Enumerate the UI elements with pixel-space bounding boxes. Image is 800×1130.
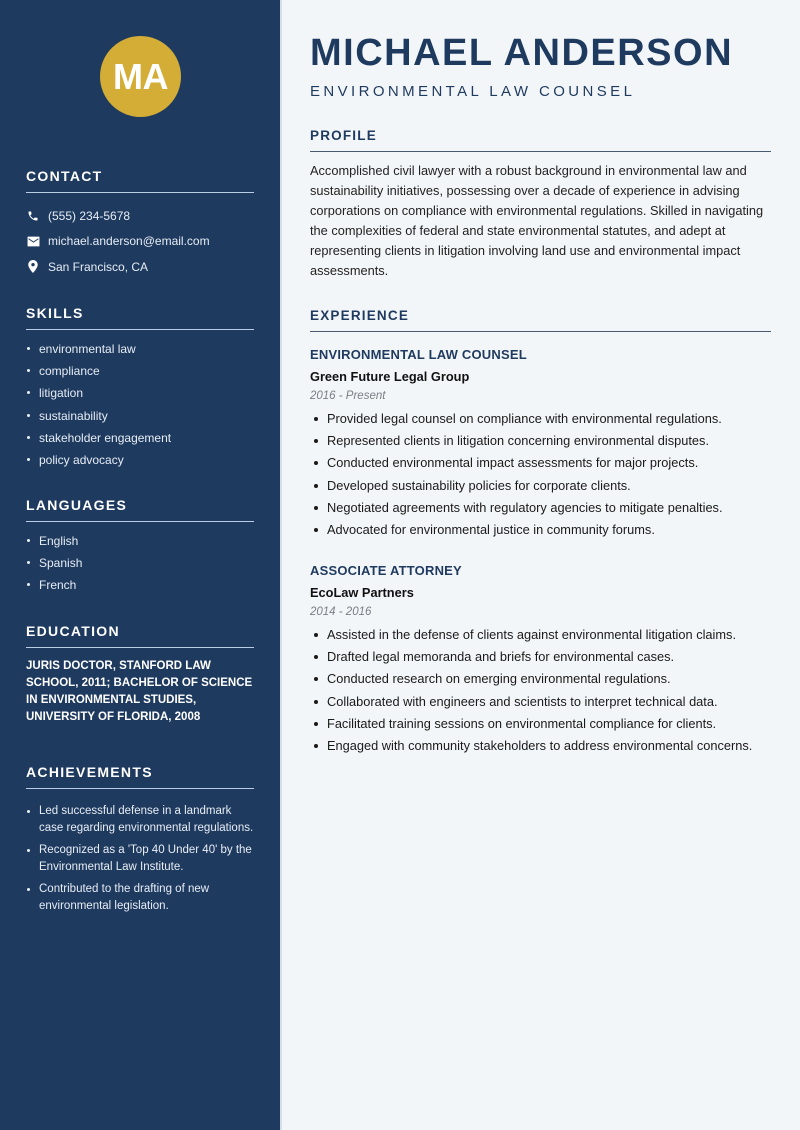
candidate-name: MICHAEL ANDERSON [310,32,734,74]
job-bullets [310,626,771,759]
job-bullets [310,410,771,543]
candidate-title: ENVIRONMENTAL LAW COUNSEL [310,83,636,100]
contact-email-text: michael.anderson@email.com [48,234,210,249]
education-heading: EDUCATION [26,623,254,648]
languages-heading: LANGUAGES [26,497,254,522]
avatar-initials: MA [113,55,168,97]
education-section [26,623,254,726]
education-text: JURIS DOCTOR, STANFORD LAW SCHOOL, 2011; BACHELOR OF SCIENCE IN ENVIRONMENTAL STUDIES, UNIVERSITY OF FLORIDA, 2008 [26,660,253,723]
skills-section [26,305,254,473]
contact-heading: CONTACT [26,168,254,193]
contact-list [26,203,254,280]
achievement-item: Recognized as a 'Top 40 Under 40' by the Environmental Law Institute. [26,842,254,876]
skills-heading: SKILLS [26,305,254,330]
job-entry [310,347,771,543]
job-bullet: Drafted legal memoranda and briefs for environmental cases. [310,648,771,670]
contact-location-text: San Francisco, CA [48,259,149,274]
achievements-section [26,764,254,920]
experience-section [310,308,771,332]
skill-item: stakeholder engagement [26,429,254,451]
contact-location [26,254,254,280]
job-bullet: Negotiated agreements with regulatory agencies to mitigate penalties. [310,499,771,521]
language-item: French [26,576,254,598]
contact-phone-text: (555) 234-5678 [48,208,131,223]
achievements-list [26,803,254,915]
job-company: EcoLaw Partners [310,585,414,600]
job-bullet: Developed sustainability policies for corporate clients. [310,477,771,499]
contact-email[interactable] [26,229,254,255]
experience-heading: EXPERIENCE [310,308,771,332]
skill-item: policy advocacy [26,451,254,473]
contact-phone[interactable] [26,203,254,229]
job-title: ASSOCIATE ATTORNEY [310,563,462,578]
language-item: English [26,532,254,554]
language-item: Spanish [26,554,254,576]
job-bullet: Engaged with community stakeholders to address environmental concerns. [310,737,771,759]
job-bullet: Collaborated with engineers and scientists to interpret technical data. [310,693,771,715]
email-icon [26,234,40,248]
skill-item: environmental law [26,340,254,362]
job-bullet: Represented clients in litigation concerning environmental disputes. [310,432,771,454]
skill-item: litigation [26,384,254,406]
location-pin-icon [26,260,40,274]
languages-section [26,497,254,599]
skills-list [26,340,254,473]
achievement-item: Contributed to the drafting of new environmental legislation. [26,881,254,915]
sidebar [0,0,280,1130]
job-bullet: Conducted research on emerging environmental regulations. [310,670,771,692]
job-bullet: Provided legal counsel on compliance with environmental regulations. [310,410,771,432]
avatar [100,36,181,117]
job-entry [310,563,771,759]
phone-icon [26,209,40,223]
achievements-heading: ACHIEVEMENTS [26,764,254,789]
job-bullet: Assisted in the defense of clients against environmental litigation claims. [310,626,771,648]
skill-item: sustainability [26,407,254,429]
job-bullet: Conducted environmental impact assessments for major projects. [310,454,771,476]
profile-section [310,128,771,281]
job-title: ENVIRONMENTAL LAW COUNSEL [310,347,527,362]
job-dates: 2016 - Present [310,390,386,402]
job-bullet: Advocated for environmental justice in community forums. [310,521,771,543]
job-bullet: Facilitated training sessions on environmental compliance for clients. [310,715,771,737]
achievement-item: Led successful defense in a landmark case regarding environmental regulations. [26,803,254,837]
profile-text: Accomplished civil lawyer with a robust background in environmental law and sustainability initiatives, possessing over a decade of experience in advising corporations on compliance with environmental regulations. Skilled in navigating the complexities of federal and state environmental statutes, and adept at representing clients in litigation involving land use and environmental impact assessments. [310,163,764,278]
contact-section [26,168,254,280]
languages-list [26,532,254,599]
profile-heading: PROFILE [310,128,771,152]
sidebar-divider [280,0,282,1130]
job-dates: 2014 - 2016 [310,606,372,618]
job-company: Green Future Legal Group [310,369,470,384]
skill-item: compliance [26,362,254,384]
